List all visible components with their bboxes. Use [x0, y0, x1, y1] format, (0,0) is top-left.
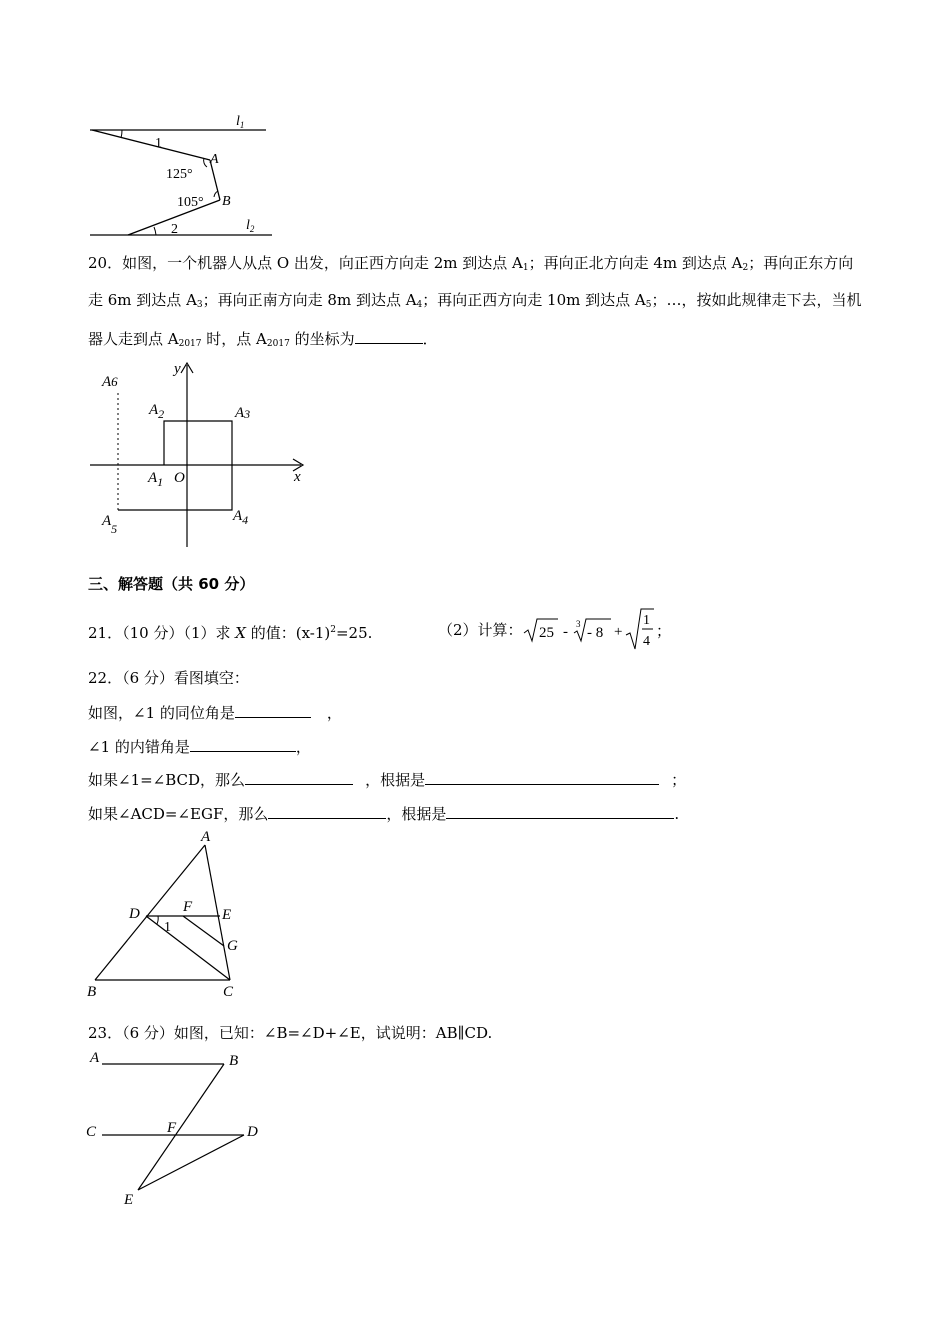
q21-part1: 21．（10 分）（1）求 X 的值：$(x-1)^2=25$.	[88, 624, 373, 642]
a5-label: $A_5$	[102, 513, 118, 536]
a4-label: $A_4$	[233, 508, 249, 527]
q22-blank2[interactable]	[190, 736, 296, 752]
q22-line3: 如果∠1=∠BCD，那么 ，根据是 ；	[88, 771, 687, 789]
a1-label: $A_1$	[148, 470, 164, 489]
line-l1-label: $l_1$	[236, 114, 245, 130]
point-f: F	[167, 1120, 177, 1136]
q22-blank4[interactable]	[425, 769, 659, 785]
point-c: C	[86, 1124, 97, 1140]
q20-answer-blank[interactable]	[355, 328, 423, 344]
point-e: E	[124, 1192, 134, 1208]
q22-blank6[interactable]	[446, 803, 674, 819]
point-a-label: A	[210, 152, 219, 167]
angle-2-label: 2	[171, 222, 178, 237]
line-l2-label: $l_2$	[246, 218, 255, 234]
fraction-numerator: 1	[643, 613, 650, 628]
robot-path-figure	[85, 355, 315, 555]
x-axis-label: x	[294, 469, 301, 485]
point-b: B	[87, 984, 97, 1000]
q23-text: 23．（6 分）如图，已知：∠B=∠D+∠E，试说明：AB∥CD.	[88, 1024, 493, 1042]
angle-125-label: 125°	[166, 167, 193, 182]
angle-1: 1	[164, 920, 171, 935]
fraction-denominator: 4	[643, 634, 650, 649]
y-axis-label: y	[174, 361, 181, 377]
point-d: D	[129, 906, 140, 922]
q22-line4: 如果∠ACD=∠EGF，那么 ，根据是 .	[88, 805, 680, 823]
point-e: E	[222, 907, 232, 923]
origin-label: O	[174, 470, 185, 486]
q22-line2: ∠1 的内错角是 ，	[88, 738, 311, 756]
section-title: 三、解答题（共 60 分）	[88, 575, 255, 593]
q22-blank5[interactable]	[268, 803, 386, 819]
q22-blank1[interactable]	[235, 702, 311, 718]
segment-to-a	[92, 130, 210, 160]
radicand-neg8: - 8	[587, 625, 604, 641]
q22-line1: 如图，∠1 的同位角是 ，	[88, 704, 342, 722]
point-b: B	[229, 1053, 239, 1069]
minus-sign: -	[563, 624, 568, 640]
a3-label: A3	[235, 405, 251, 421]
angle-1-label: 1	[155, 136, 162, 151]
q20-line3: 器人走到点 $A_{2017}$ 时，点 $A_{2017}$ 的坐标为 ．	[88, 330, 438, 349]
radicand-25: 25	[539, 625, 554, 641]
point-g: G	[227, 938, 238, 954]
a2-label: $A_2$	[149, 402, 165, 421]
q20-line1: 20．如图，一个机器人从点 O 出发，向正西方向走 2m 到达点 $A_1$；再向正北方向走 4m 到达点 $A_2$；再向正东方向	[88, 254, 854, 273]
cube-root-index: 3	[576, 619, 581, 629]
point-d: D	[247, 1124, 258, 1140]
q21-part2-label: （2）计算：	[438, 621, 523, 639]
point-a: A	[90, 1050, 100, 1066]
angle-105-label: 105°	[177, 195, 204, 210]
triangle-figure	[80, 825, 270, 1005]
point-b-label: B	[222, 194, 231, 209]
q22-title: 22．（6 分）看图填空：	[88, 669, 249, 687]
q21-end: ；	[656, 624, 672, 640]
q22-blank3[interactable]	[245, 769, 353, 785]
point-f: F	[183, 899, 193, 915]
plus-sign: +	[614, 624, 623, 640]
a6-label: A6	[102, 374, 118, 390]
q20-line2: 走 6m 到达点 $A_3$；再向正南方向走 8m 到达点 $A_4$；再向正西方向走 10m 到达点 $A_5$；…，按如此规律走下去，当机	[88, 291, 862, 310]
parallel-zigzag-figure	[80, 1040, 280, 1215]
point-a: A	[201, 829, 211, 845]
point-c: C	[223, 984, 234, 1000]
parallel-lines-figure	[80, 105, 290, 245]
q21-expression	[522, 603, 672, 653]
